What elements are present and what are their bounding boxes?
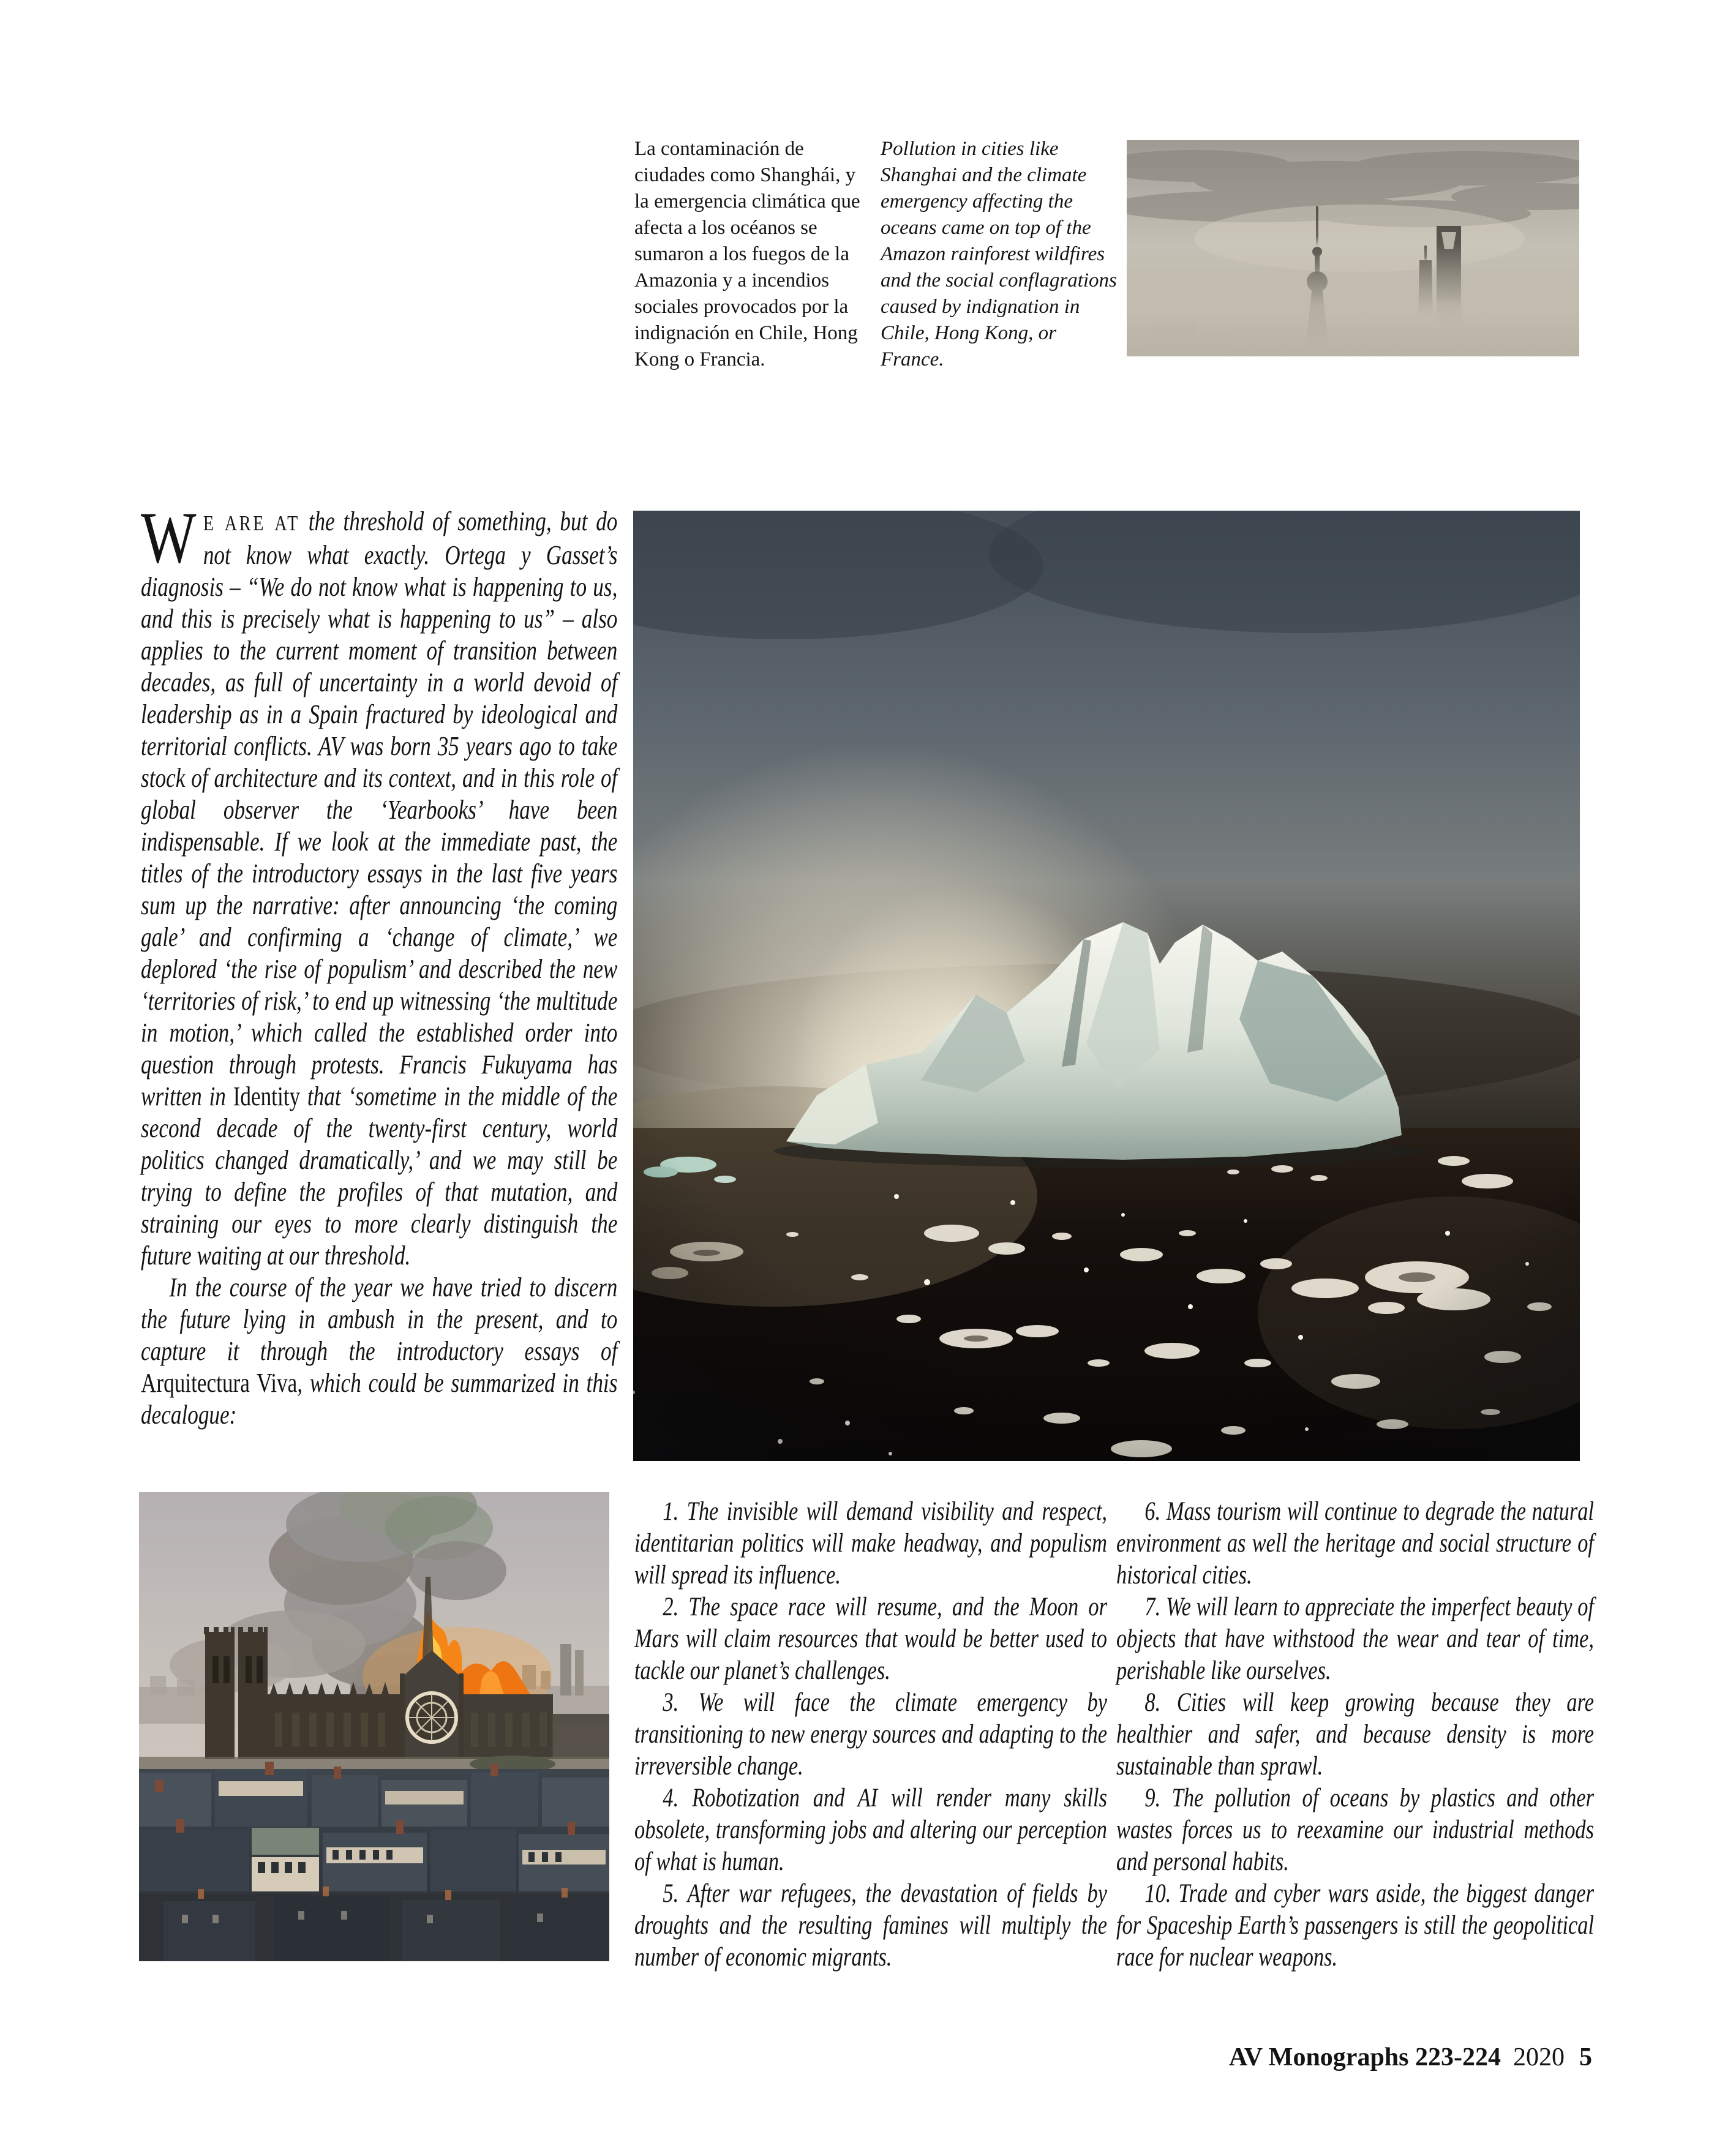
decalogue-item: 3. We will face the climate emergency by transitioning to new energy sources and adapting to the irreversible change. <box>634 1688 1107 1781</box>
lead-article <box>141 497 618 1431</box>
notre-dame-fire-illustration <box>139 1492 609 1961</box>
text-segment: E ARE AT <box>203 511 300 535</box>
decalogue-column-1 <box>634 1496 1107 1973</box>
decalogue-column-2 <box>1116 1496 1594 1973</box>
shanghai-smog-photo <box>1127 140 1579 356</box>
decalogue-item: 9. The pollution of oceans by plastics and other wastes forces us to reexamine our industrial methods and personal habits. <box>1116 1784 1594 1876</box>
decalogue-item: 10. Trade and cyber wars aside, the biggest danger for Spaceship Earth’s passengers is still the geopolitical race for nuclear weapons. <box>1116 1879 1594 1972</box>
text-segment: Identity <box>233 1081 301 1111</box>
text-segment: In the course of the year we have tried to discern the future lying in ambush in the present, and to capture it through the introductory essays of <box>141 1272 618 1366</box>
fog-overlay <box>1127 243 1579 356</box>
notre-dame-fire-photo <box>139 1492 609 1961</box>
decalogue-item: 8. Cities will keep growing because they are healthier and safer, and because density is more sustainable than sprawl. <box>1116 1688 1594 1781</box>
text-segment: , which could be summarized in this decalogue: <box>141 1368 618 1430</box>
rose-window <box>407 1693 456 1742</box>
decalogue-item: 7. We will learn to appreciate the imperfect beauty of objects that have withstood the wear and tear of time, perishable like ourselves. <box>1116 1593 1594 1685</box>
rooftop-row-3 <box>139 1887 609 1961</box>
vignette <box>633 511 1580 1461</box>
decalogue-item: 6. Mass tourism will continue to degrade the natural environment as well the heritage and social structure of historical cities. <box>1116 1497 1594 1590</box>
decalogue-item: 2. The space race will resume, and the Moon or Mars will claim resources that would be better used to tackle our planet’s challenges. <box>634 1593 1107 1685</box>
paragraph-2-text <box>141 1272 617 1430</box>
text-segment: the threshold of something, but do not know what exactly. Ortega y Gasset’s diagnosis – “We do not know what is happening to us, and this is precisely what is happening to us” – also applies to the current moment of transition between decades, as full of uncertainty in a world devoid of leadership as in a Spain fractured by ideological and territorial conflicts. AV was born 35 years ago to take stock of architecture and its context, and in this role of global observer the ‘Yearbooks’ have been indispensable. If we look at the immediate past, the titles of the introductory essays in the last five years sum up the narrative: after announcing ‘the coming gale’ and confirming a ‘change of climate,’ we deplored ‘the rise of populism’ and described the new ‘territories of risk,’ to end up witnessing ‘the multitude in motion,’ which called the established order into question through protests. Francis Fukuyama has written in <box>141 506 618 1111</box>
text-segment: that ‘sometime in the middle of the second decade of the twenty-first century, world politics changed dramatically,’ and we may still be trying to define the profiles of that mutation, and straining our eyes to more clearly distinguish the future waiting at our threshold. <box>141 1081 618 1271</box>
shanghai-smog-illustration <box>1127 140 1579 356</box>
iceberg-illustration <box>633 511 1580 1461</box>
text-segment: Arquitectura Viva <box>141 1368 298 1398</box>
page-number: 5 <box>1579 2043 1592 2071</box>
caption-english: Pollution in cities like Shanghai and the climate emergency affecting the oceans came on top of the Amazon rainforest wildfires and the social conflagrations caused by indignation in Chile, Hong Kong, or France. <box>881 138 1117 370</box>
page-footer <box>1041 2043 1592 2072</box>
decalogue-item: 5. After war refugees, the devastation of fields by droughts and the resulting famines will multiply the number of economic migrants. <box>634 1879 1107 1972</box>
caption-spanish: La contaminación de ciudades como Shanghái, y la emergencia climática que afecta a los océanos se sumaron a los fuegos de la Amazonia y a incendios sociales provocados por la indignación en Chile, Hong Kong o Francia. <box>634 138 860 370</box>
article-paragraph-1 <box>141 497 618 1272</box>
article-paragraph-2 <box>141 1272 617 1431</box>
paragraph-1-text <box>141 497 618 1271</box>
decalogue-item: 1. The invisible will demand visibility and respect, identitarian politics will make headway, and populism will spread its influence. <box>634 1497 1107 1590</box>
journal-title: AV Monographs 223-224 <box>1228 2043 1501 2071</box>
decalogue-item: 4. Robotization and AI will render many skills obsolete, transforming jobs and altering our perception of what is human. <box>634 1784 1107 1876</box>
iceberg-photo <box>633 511 1580 1461</box>
issue-year: 2020 <box>1513 2043 1565 2071</box>
dropcap-w: W <box>141 497 197 578</box>
